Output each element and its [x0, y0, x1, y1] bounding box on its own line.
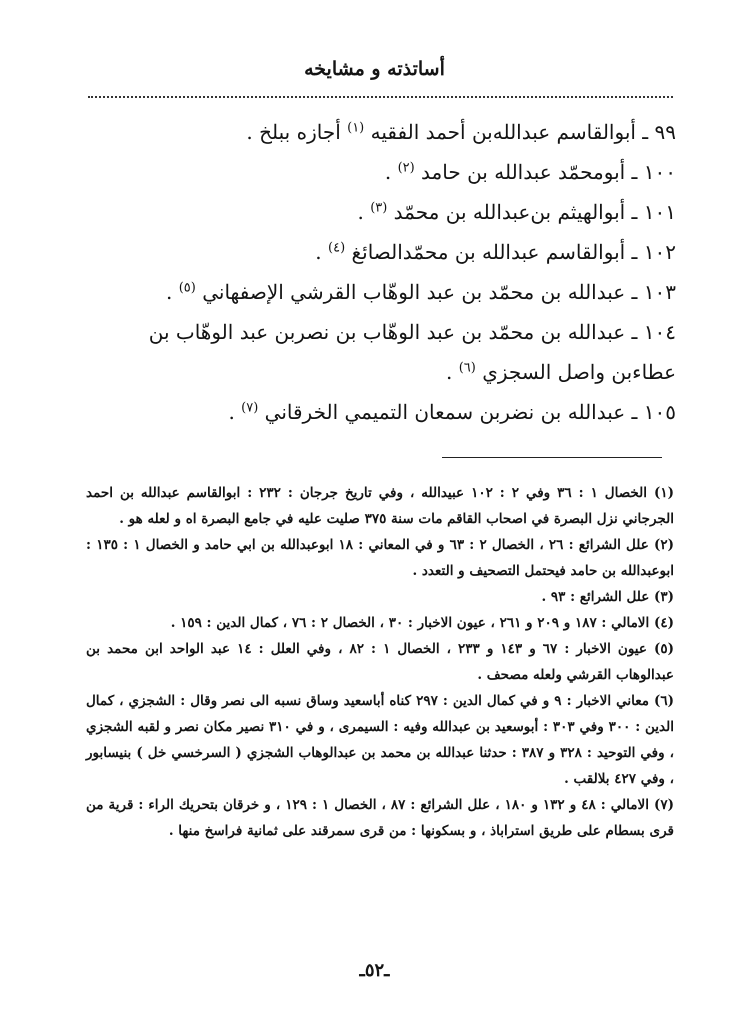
- entry-102: ١٠٢ ـ أبوالقاسم عبدالله بن محمّدالصائغ $^{(٤)}$ .: [315, 240, 676, 264]
- footnote-ref: (٤): [328, 240, 346, 256]
- footnote-6: (٦) معاني الاخبار : ٩ و في كمال الدين : ٢٩٧ كناه أباسعيد وساق نسبه الى نصر وقال : الشجزي ، كمال الدين : ٣٠٠ وفي ٣٠٣ : أبوسعيد بن عبدالله وفيه : السيمرى ، و في ٣١٠ نصير مكان نصر و لقبه الشجزي ، وفي التوحيد : ٣٢٨ و ٣٨٧ : حدثنا عبدالله بن محمد بن عبدالوهاب الشجزي ( السرخسي خل ) بنيسابور ، وفي ٤٢٧ بلالقب .: [86, 693, 675, 787]
- footnotes: [86, 480, 674, 844]
- footnote-separator: [442, 457, 662, 458]
- footnote-ref: (٢): [397, 160, 415, 176]
- footnote-7: (٧) الامالي : ٤٨ و ١٣٢ و ١٨٠ ، علل الشرائع : ٨٧ ، الخصال ١ : ١٢٩ ، و خرقان بتحريك الراء : قرية من قرى بسطام على طريق استراباذ ، و بسكونها : من قرى سمرقند على ثمانية فراسخ منها .: [86, 797, 674, 839]
- footnote-ref: (٧): [241, 400, 259, 416]
- footnote-4: (٤) الامالي : ١٨٧ و ٢٠٩ و ٢٦١ ، عيون الاخبار : ٣٠ ، الخصال ٢ : ٧٦ ، كمال الدين : ١٥٩ .: [170, 615, 674, 631]
- entry-103: ١٠٣ ـ عبدالله بن محمّد بن عبد الوهّاب القرشي الإصفهاني $^{(٥)}$ .: [165, 280, 676, 304]
- entry-104: ١٠٤ ـ عبدالله بن محمّد بن عبد الوهّاب بن نصربن عبد الوهّاب بن عطاءبن واصل السجزي $^{(٦)}$ .: [148, 320, 676, 384]
- entry-100: ١٠٠ ـ أبومحمّد عبدالله بن حامد $^{(٢)}$ .: [384, 160, 676, 184]
- entry-101: ١٠١ ـ أبوالهيثم بن‌عبدالله بن محمّد $^{(٣)}$ .: [357, 200, 676, 224]
- entries-list: [80, 112, 676, 432]
- dotted-divider: [88, 96, 673, 98]
- running-head: أساتذته و مشايخه: [304, 58, 445, 80]
- footnote-ref: (٦): [458, 360, 476, 376]
- footnote-2: (٢) علل الشرائع : ٢٦ ، الخصال ٢ : ٦٣ و في المعاني : ١٨ ابوعبدالله بن ابي حامد و الخصال ١ : ١٣٥ : ابوعبدالله بن حامد فيحتمل التصحيف و التعدد .: [86, 537, 675, 579]
- page-number: ـ٥٢ـ: [359, 960, 390, 981]
- footnote-ref: (١): [347, 120, 365, 136]
- footnote-5: (٥) عيون الاخبار : ٦٧ و ١٤٣ و ٢٣٣ ، الخصال ١ : ٨٢ ، وفي العلل : ١٤ عبد الواحد ابن محمد بن عبدالوهاب القرشي ولعله مصحف .: [86, 641, 675, 683]
- footnote-3: (٣) علل الشرائع : ٩٣ .: [541, 589, 674, 605]
- entry-99: ٩٩ ـ أبوالقاسم عبدالله‌بن أحمد الفقيه $^{(١)}$ أجازه ببلخ .: [246, 120, 676, 144]
- footnote-ref: (٥): [178, 280, 196, 296]
- footnote-1: (١) الخصال ١ : ٣٦ وفي ٢ : ١٠٢ عبيدالله ، وفي تاريخ جرجان : ٢٣٢ : ابوالقاسم عبدالله بن احمد الجرجاني نزل البصرة في اصحاب القاقم مات سنة ٣٧٥ صليت عليه في جامع البصرة اه و لعله هو .: [86, 485, 675, 527]
- entry-105: ١٠٥ ـ عبدالله بن نضربن سمعان التميمي الخرقاني $^{(٧)}$ .: [228, 400, 676, 424]
- footnote-ref: (٣): [370, 200, 388, 216]
